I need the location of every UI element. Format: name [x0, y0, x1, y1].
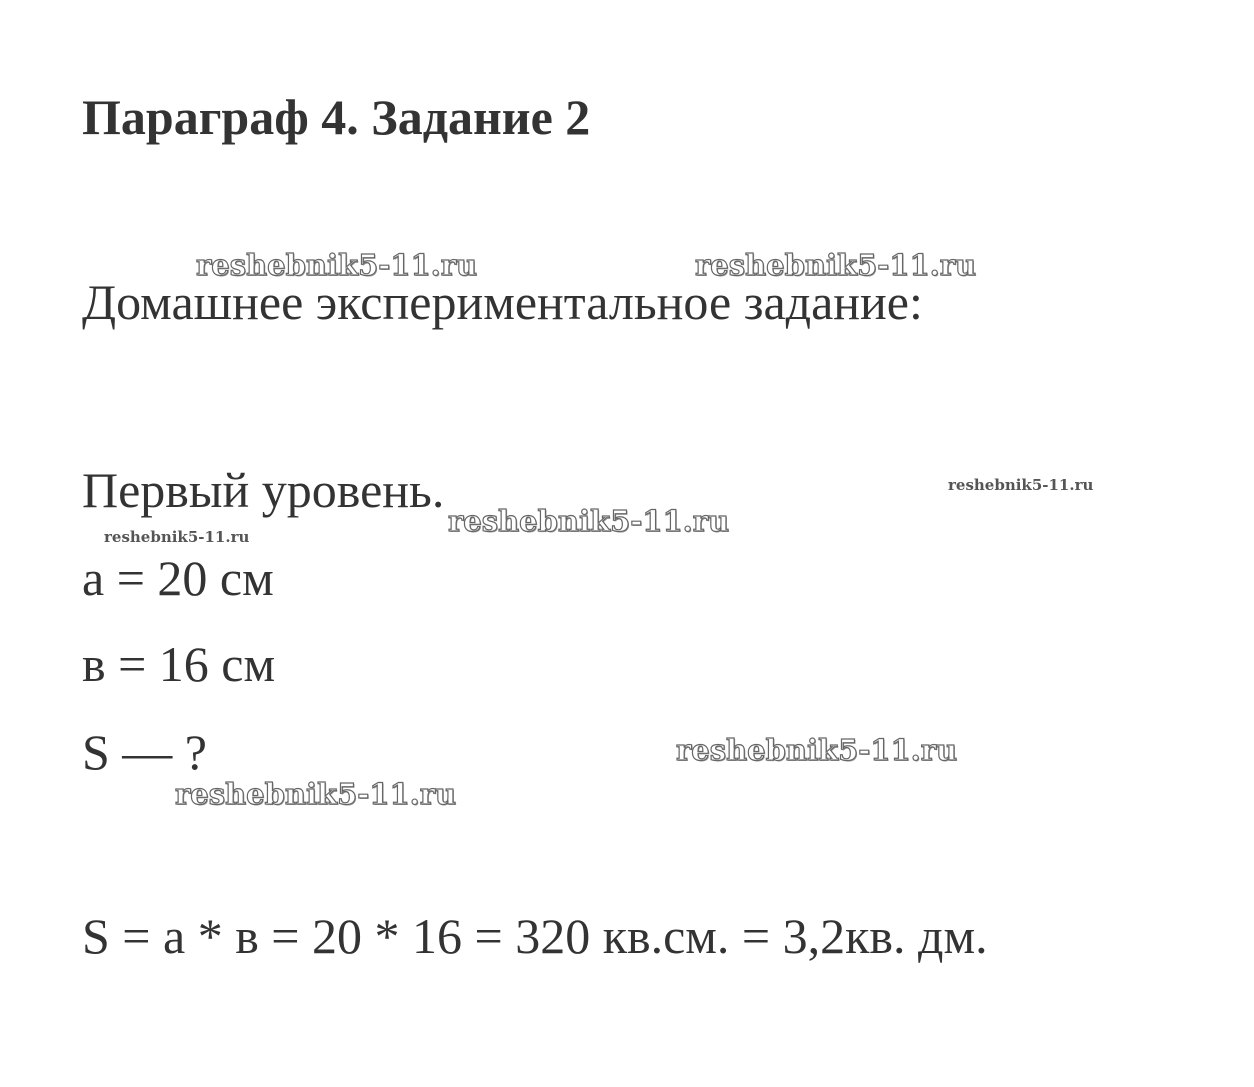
watermark: reshebnik5-11.ru: [104, 528, 250, 546]
watermark: reshebnik5-11.ru: [695, 248, 977, 282]
level-label: Первый уровень.: [82, 462, 445, 518]
given-b: в = 16 см: [82, 636, 276, 692]
watermark: reshebnik5-11.ru: [175, 777, 457, 811]
given-a: а = 20 см: [82, 550, 274, 606]
watermark: reshebnik5-11.ru: [948, 476, 1094, 494]
given-unknown: S — ?: [82, 724, 207, 780]
watermark: reshebnik5-11.ru: [676, 733, 958, 767]
task-heading: Домашнее экспериментальное задание:: [82, 274, 923, 330]
watermark: reshebnik5-11.ru: [448, 504, 730, 538]
solution-formula: S = а * в = 20 * 16 = 320 кв.см. = 3,2кв. дм.: [82, 908, 988, 964]
page-title: Параграф 4. Задание 2: [82, 89, 591, 145]
watermark: reshebnik5-11.ru: [196, 248, 478, 282]
